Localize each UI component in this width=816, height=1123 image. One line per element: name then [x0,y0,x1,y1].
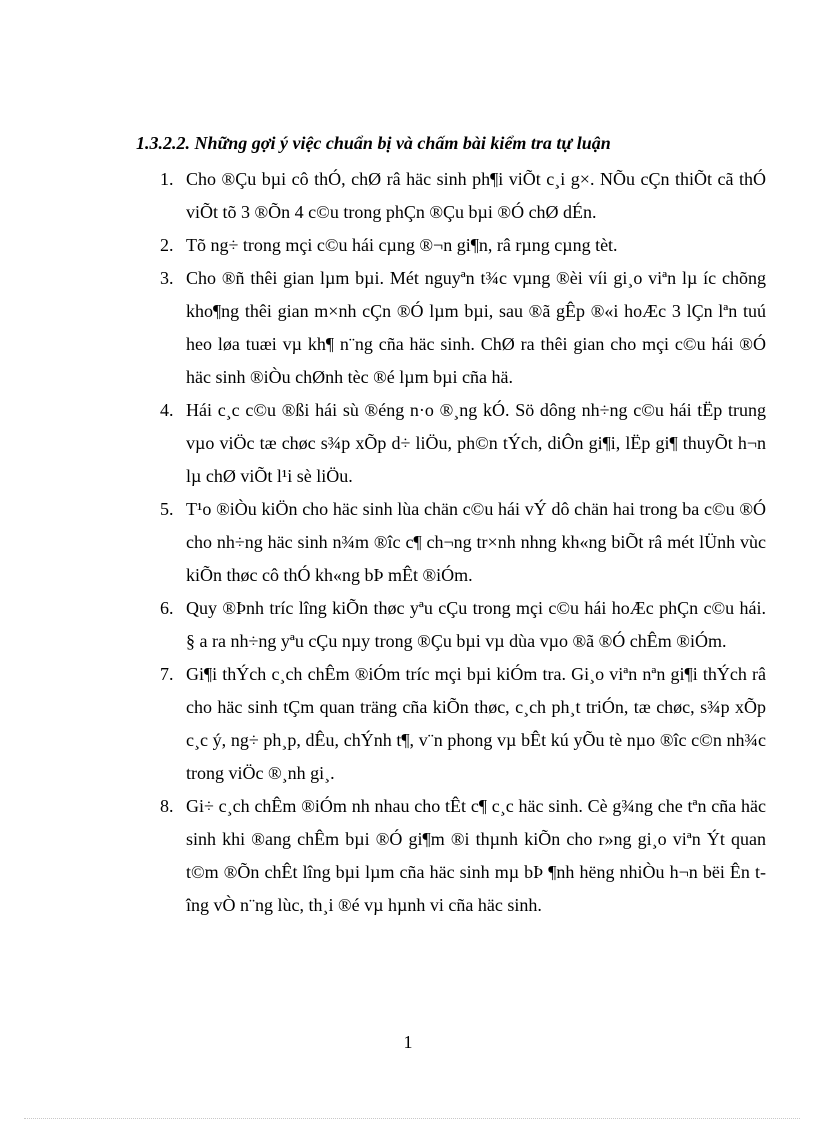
list-item-number: 5. [160,499,174,519]
list-item [0,658,816,790]
page-bottom-divider [24,1118,800,1119]
list-item [0,163,816,229]
list-item [0,592,816,658]
list-item-text: Hái c¸c c©u ®ßi hái sù ®éng n·o ®¸ng kÓ. Sö dông nh÷ng c©u hái tËp trung vµo viÖc tæ chøc s¾p xÕp d÷ liÖu, ph©n tÝch, diÔn gi¶i, lËp gi¶ thuyÕt h¬n lµ chØ viÕt l¹i sè liÖu. [186,400,766,486]
list-item-number: 8. [160,796,174,816]
page-number: 1 [403,1032,413,1052]
list-item-text: Gi÷ c¸ch chÊm ®iÓm nh nhau cho tÊt c¶ c¸c häc sinh. Cè g¾ng che tªn cña häc sinh khi ®ang chÊm bµi ®Ó gi¶m ®i thµnh kiÕn cho r»ng gi¸o viªn Ýt quan t©m ®Õn chÊt lîng bµi lµm cña häc sinh mµ bÞ ¶nh hëng nhiÒu h¬n bëi Ên tîng vÒ n¨ng lùc, th¸i ®é vµ hµnh vi cña häc sinh. [186,796,766,915]
list-item-text: Quy ®Þnh tríc lîng kiÕn thøc yªu cÇu trong mçi c©u hái hoÆc phÇn c©u hái. § a ra nh÷ng yªu cÇu nµy trong ®Çu bµi vµ dùa vµo ®ã ®Ó chÊm ®iÓm. [186,598,766,651]
list-item-text: Cho ®Çu bµi cô thÓ, chØ râ häc sinh ph¶i viÕt c¸i g×. NÕu cÇn thiÕt cã thÓ viÕt tõ 3 ®Õn 4 c©u trong phÇn ®Çu bµi ®Ó chØ dÉn. [186,169,766,222]
list-item [0,262,816,394]
list-item-text: Tõ ng÷ trong mçi c©u hái cµng ®¬n gi¶n, râ rµng cµng tèt. [186,235,618,255]
list-item [0,394,816,493]
list-item-number: 4. [160,400,174,420]
numbered-list [0,163,816,922]
list-item-text: T¹o ®iÒu kiÖn cho häc sinh lùa chän c©u hái vÝ dô chän hai trong ba c©u ®Ó cho nh÷ng häc sinh n¾m ®îc c¶ ch¬ng tr×nh nhng kh«ng biÕt râ mét lÜnh vùc kiÕn thøc cô thÓ kh«ng bÞ mÊt ®iÓm. [186,499,766,585]
list-item-number: 7. [160,664,174,684]
list-item-number: 6. [160,598,174,618]
list-item [0,229,816,262]
list-item-number: 1. [160,169,174,189]
list-item-text: Gi¶i thÝch c¸ch chÊm ®iÓm tríc mçi bµi kiÓm tra. Gi¸o viªn nªn gi¶i thÝch râ cho häc sinh tÇm quan träng cña kiÕn thøc, c¸ch ph¸t triÓn, tæ chøc, s¾p xÕp c¸c ý, ng÷ ph¸p, dÊu, chÝnh t¶, v¨n phong vµ bÊt kú yÕu tè nµo ®îc c©n nh¾c trong viÖc ®¸nh gi¸. [186,664,766,783]
list-item-text: Cho ®ñ thêi gian lµm bµi. Mét nguyªn t¾c vµng ®èi víi gi¸o viªn lµ íc chõng kho¶ng thêi gian m×nh cÇn ®Ó lµm bµi, sau ®ã gÊp ®«i hoÆc 3 lÇn lªn tuú heo løa tuæi vµ kh¶ n¨ng cña häc sinh. ChØ ra thêi gian cho mçi c©u hái ®Ó häc sinh ®iÒu chØnh tèc ®é lµm bµi cña hä. [186,268,766,387]
section-heading: 1.3.2.2. Những gợi ý việc chuẩn bị và chấm bài kiểm tra tự luận [136,133,611,153]
list-item-number: 2. [160,235,174,255]
list-item [0,790,816,922]
list-item-number: 3. [160,268,174,288]
list-item [0,493,816,592]
